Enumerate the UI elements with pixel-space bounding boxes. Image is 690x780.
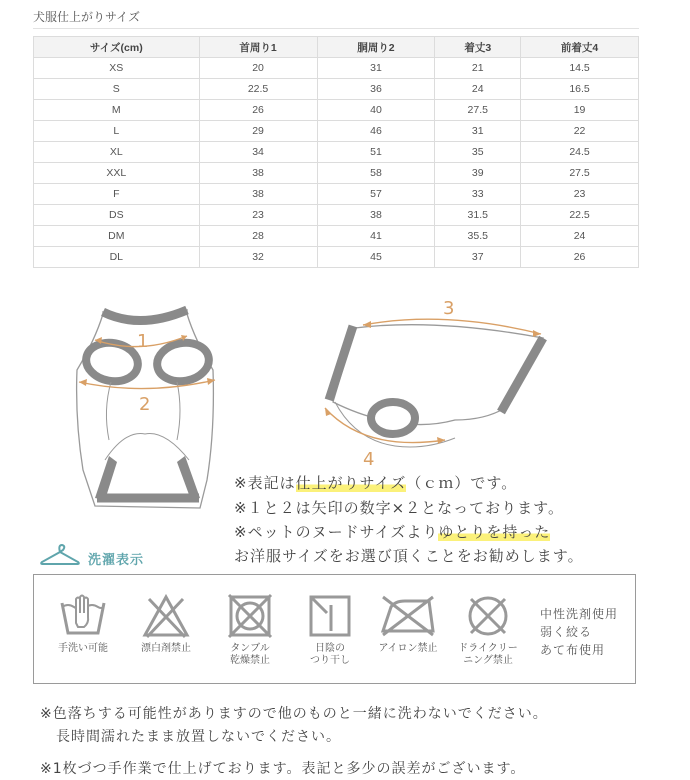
front-view-diagram — [65, 300, 225, 520]
table-cell: 21 — [435, 58, 521, 79]
table-cell: F — [34, 184, 200, 205]
care-label-no-tumble-dry: タンブル 乾燥禁止 — [230, 643, 270, 666]
table-row — [34, 100, 639, 121]
no-iron-icon — [379, 593, 437, 639]
table-cell: DL — [34, 247, 200, 268]
table-cell: 16.5 — [521, 79, 639, 100]
table-cell: XS — [34, 58, 200, 79]
care-no-bleach — [128, 593, 204, 655]
side-view-diagram — [305, 290, 555, 475]
table-row — [34, 184, 639, 205]
table-cell: 22.5 — [521, 205, 639, 226]
table-cell: 26 — [199, 100, 317, 121]
title-divider — [33, 28, 639, 29]
table-cell: M — [34, 100, 200, 121]
note-line-1-highlight: 仕上がりサイズ — [295, 474, 407, 492]
table-cell: 39 — [435, 163, 521, 184]
table-cell: 41 — [317, 226, 435, 247]
note-line-3 — [234, 521, 550, 542]
table-cell: 40 — [317, 100, 435, 121]
note-line-2: ※１と２は矢印の数字×２となっております。 — [234, 499, 564, 517]
note-line-3-pre: ※ペットのヌードサイズより — [234, 523, 439, 541]
size-table — [33, 36, 639, 268]
table-cell: 36 — [317, 79, 435, 100]
table-cell: 24 — [521, 226, 639, 247]
bottom-note-2: 長時間濡れたまま放置しないでください。 — [56, 729, 341, 745]
table-cell: 58 — [317, 163, 435, 184]
table-cell: 22.5 — [199, 79, 317, 100]
table-cell: 38 — [199, 184, 317, 205]
table-header-cell: 首周り1 — [199, 37, 317, 58]
label-3: 3 — [443, 298, 455, 319]
note-line-4: お洋服サイズをお選び頂くことをお勧めします。 — [234, 547, 584, 565]
table-row — [34, 58, 639, 79]
table-cell: 37 — [435, 247, 521, 268]
note-line-1-post: （ｃｍ）です。 — [406, 474, 518, 492]
hanger-icon — [38, 543, 82, 567]
table-cell: 24.5 — [521, 142, 639, 163]
table-cell: 33 — [435, 184, 521, 205]
table-cell: 31.5 — [435, 205, 521, 226]
care-label-no-dry-clean: ドライクリー ニング禁止 — [458, 643, 518, 666]
table-cell: 29 — [199, 121, 317, 142]
bottom-note-3: ※1枚づつ手作業で仕上げております。表記と多少の誤差がございます。 — [40, 761, 526, 777]
label-2: 2 — [139, 394, 151, 415]
care-label-shade-line-dry: 日陰の つり干し — [310, 643, 350, 666]
table-body — [34, 58, 639, 268]
table-row — [34, 163, 639, 184]
table-cell: 38 — [199, 163, 317, 184]
table-cell: 45 — [317, 247, 435, 268]
care-label-no-bleach: 漂白剤禁止 — [141, 643, 191, 654]
table-row — [34, 121, 639, 142]
table-cell: 27.5 — [435, 100, 521, 121]
label-1: 1 — [137, 331, 149, 352]
table-cell: 38 — [317, 205, 435, 226]
table-header-cell: サイズ(cm) — [34, 37, 200, 58]
table-cell: 28 — [199, 226, 317, 247]
table-cell: 34 — [199, 142, 317, 163]
table-cell: S — [34, 79, 200, 100]
table-cell: 35 — [435, 142, 521, 163]
care-no-dry-clean — [446, 593, 530, 667]
table-row — [34, 226, 639, 247]
table-cell: 51 — [317, 142, 435, 163]
label-4: 4 — [363, 449, 375, 470]
table-cell: 46 — [317, 121, 435, 142]
table-cell: L — [34, 121, 200, 142]
shade-line-dry-icon — [305, 593, 355, 639]
table-row — [34, 205, 639, 226]
table-cell: 26 — [521, 247, 639, 268]
table-cell: 22 — [521, 121, 639, 142]
care-section-label: 洗濯表示 — [88, 553, 145, 568]
table-row — [34, 247, 639, 268]
table-cell: 23 — [521, 184, 639, 205]
table-row — [34, 142, 639, 163]
care-no-iron — [368, 593, 448, 655]
table-cell: DS — [34, 205, 200, 226]
care-no-tumble-dry — [212, 593, 288, 667]
table-cell: 14.5 — [521, 58, 639, 79]
care-label-hand-wash: 手洗い可能 — [58, 643, 108, 654]
care-symbols-box — [33, 574, 636, 684]
table-row — [34, 79, 639, 100]
care-hand-wash — [48, 593, 118, 655]
note-line-1 — [234, 472, 517, 493]
table-cell: XL — [34, 142, 200, 163]
note-line-3-highlight: ゆとりを持った — [438, 523, 551, 541]
table-header-cell: 着丈3 — [435, 37, 521, 58]
table-cell: XXL — [34, 163, 200, 184]
no-bleach-icon — [141, 593, 191, 639]
table-cell: 27.5 — [521, 163, 639, 184]
care-label-no-iron: アイロン禁止 — [378, 643, 438, 654]
table-cell: 24 — [435, 79, 521, 100]
table-header-cell: 前着丈4 — [521, 37, 639, 58]
no-tumble-dry-icon — [225, 593, 275, 639]
table-cell: 23 — [199, 205, 317, 226]
table-cell: 57 — [317, 184, 435, 205]
table-cell: 35.5 — [435, 226, 521, 247]
table-cell: 31 — [317, 58, 435, 79]
hand-wash-icon — [58, 593, 108, 639]
table-header-row — [34, 37, 639, 58]
table-cell: 31 — [435, 121, 521, 142]
no-dry-clean-icon — [463, 593, 513, 639]
table-cell: 20 — [199, 58, 317, 79]
note-line-1-pre: ※表記は — [234, 474, 296, 492]
table-cell: 19 — [521, 100, 639, 121]
care-instructions-note: 中性洗剤使用 弱く絞る あて布使用 — [540, 607, 619, 657]
table-cell: DM — [34, 226, 200, 247]
table-cell: 32 — [199, 247, 317, 268]
care-shade-line-dry — [292, 593, 368, 667]
table-header-cell: 胴周り2 — [317, 37, 435, 58]
bottom-note-1: ※色落ちする可能性がありますので他のものと一緒に洗わないでください。 — [40, 706, 548, 722]
page-title: 犬服仕上がりサイズ — [33, 10, 141, 24]
